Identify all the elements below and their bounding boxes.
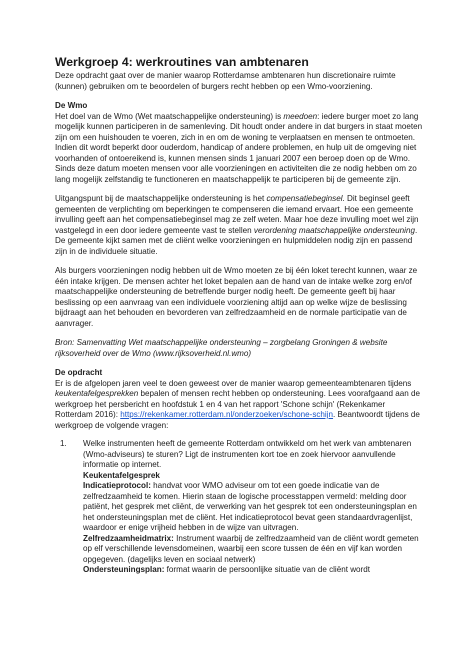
opdracht-paragraph: Er is de afgelopen jaren veel te doen geweest over de manier waarop gemeenteambtenaren tijdens keukentafelgesprekken bepalen of mensen recht hebben op ondersteuning. Lees voorafgaand aan de werkgroep het persbericht en hoofdstuk 1 en 4 van het rapport 'Schone schijn' (Rekenkamer Rotterdam 2016): https://rekenkamer.rotterdam.nl/onderzoeken/schone-schijn. Beantwoordt tijdens de werkgroep de volgende vragen: bbox=[55, 378, 420, 430]
report-link[interactable]: https://rekenkamer.rotterdam.nl/onderzoeken/schone-schijn bbox=[120, 410, 334, 419]
section-heading-opdracht: De opdracht bbox=[55, 368, 103, 377]
page-title: Werkgroep 4: werkroutines van ambtenaren bbox=[55, 55, 309, 69]
instrument-item: Keukentafelgesprek bbox=[83, 470, 160, 480]
document-content bbox=[55, 55, 424, 576]
wmo-paragraph-1: Het doel van de Wmo (Wet maatschappelijke ondersteuning) is meedoen: iedere burger moet zo lang mogelijk kunnen participeren in de samenleving. Dit houdt onder andere in dat burgers in staat moeten zijn om een huishouden te voeren, zich in en om de woning te verplaatsen en mensen te ontmoeten. Indien dit wordt beperkt door ouderdom, handicap of andere problemen, en hulp uit de omgeving niet voorhanden of ontoereikend is, kunnen mensen sinds 1 januari 2007 een beroep doen op de Wmo. Sinds deze datum moeten mensen voor alle voorzieningen en activiteiten die ze nodig hebben om zo lang mogelijk zelfstandig te functioneren en maatschappelijk te participeren bij de gemeente zijn. bbox=[55, 111, 423, 184]
wmo-paragraph-3: Als burgers voorzieningen nodig hebben uit de Wmo moeten ze bij één loket terecht kunnen, waar ze één intake krijgen. De mensen achter het loket bepalen aan de hand van de intake welke zorg en/of maatschappelijke ondersteuning de betreffende burger nodig heeft. De gemeente geeft bij haar beslissing op een aanvraag van een individuele voorziening altijd aan op welke wijze de beslissing bijdraagt aan het behouden en bevorderen van zelfredzaamheid en de normale participatie van de aanvrager. bbox=[55, 266, 418, 328]
source-citation: Bron: Samenvatting Wet maatschappelijke ondersteuning – zorgbelang Groningen & website rijksoverheid over de Wmo (www.rijksoverheid.nl.wmo) bbox=[55, 338, 388, 358]
question-list bbox=[55, 439, 424, 576]
list-item bbox=[83, 439, 424, 576]
wmo-paragraph-2: Uitgangspunt bij de maatschappelijke ondersteuning is het compensatiebeginsel. Dit beginsel geeft gemeenten de verplichting om beperkingen te compenseren die iemand ervaart. Hoe een gemeente invulling geeft aan het compensatiebeginsel mag ze zelf weten. Maar hoe deze invulling moet wel zijn vastgelegd in een door iedere gemeente vast te stellen verordening maatschappelijke ondersteuning. De gemeente kijkt samen met de cliënt welke voorzieningen en hulpmiddelen nodig zijn en passend zijn in de individuele situatie. bbox=[55, 194, 419, 256]
intro-paragraph: Deze opdracht gaat over de manier waarop Rotterdamse ambtenaren hun discretionaire ruimte (kunnen) gebruiken om te beoordelen of burgers recht hebben op een Wmo-voorziening. bbox=[55, 71, 396, 91]
question-text: Welke instrumenten heeft de gemeente Rotterdam ontwikkeld om het werk van ambtenaren (Wmo-adviseurs) te sturen? Ligt de instrumenten kort toe en zoek hiervoor aanvullende informatie op internet. bbox=[83, 439, 412, 469]
instrument-item: Ondersteuningsplan: format waarin de persoonlijke situatie van de cliënt wordt bbox=[83, 565, 371, 574]
instrument-item: Indicatieprotocol: handvat voor WMO adviseur om tot een goede indicatie van de zelfredzaamheid te komen. Hierin staan de logische processtappen vermeld: melding door patiënt, het gesprek met cliënt, de verwerking van het gesprek tot een ondersteuningsplan en het ondersteuningsplan met de cliënt. Het indicatieprotocol bevat geen standaardvragenlijst, waardoor er enige vrijheid hebben in de wijze van uitvragen. bbox=[83, 481, 417, 532]
list-number: 1. bbox=[60, 439, 67, 448]
section-heading-wmo: De Wmo bbox=[55, 101, 88, 110]
instrument-item: Zelfredzaamheidmatrix: Instrument waarbij de zelfredzaamheid van de cliënt wordt gemeten op elf verschillende levensdomeinen, waarbij een score tussen de één en vijf kan worden opgegeven. (dagelijks leven en sociaal netwerk) bbox=[83, 533, 419, 564]
